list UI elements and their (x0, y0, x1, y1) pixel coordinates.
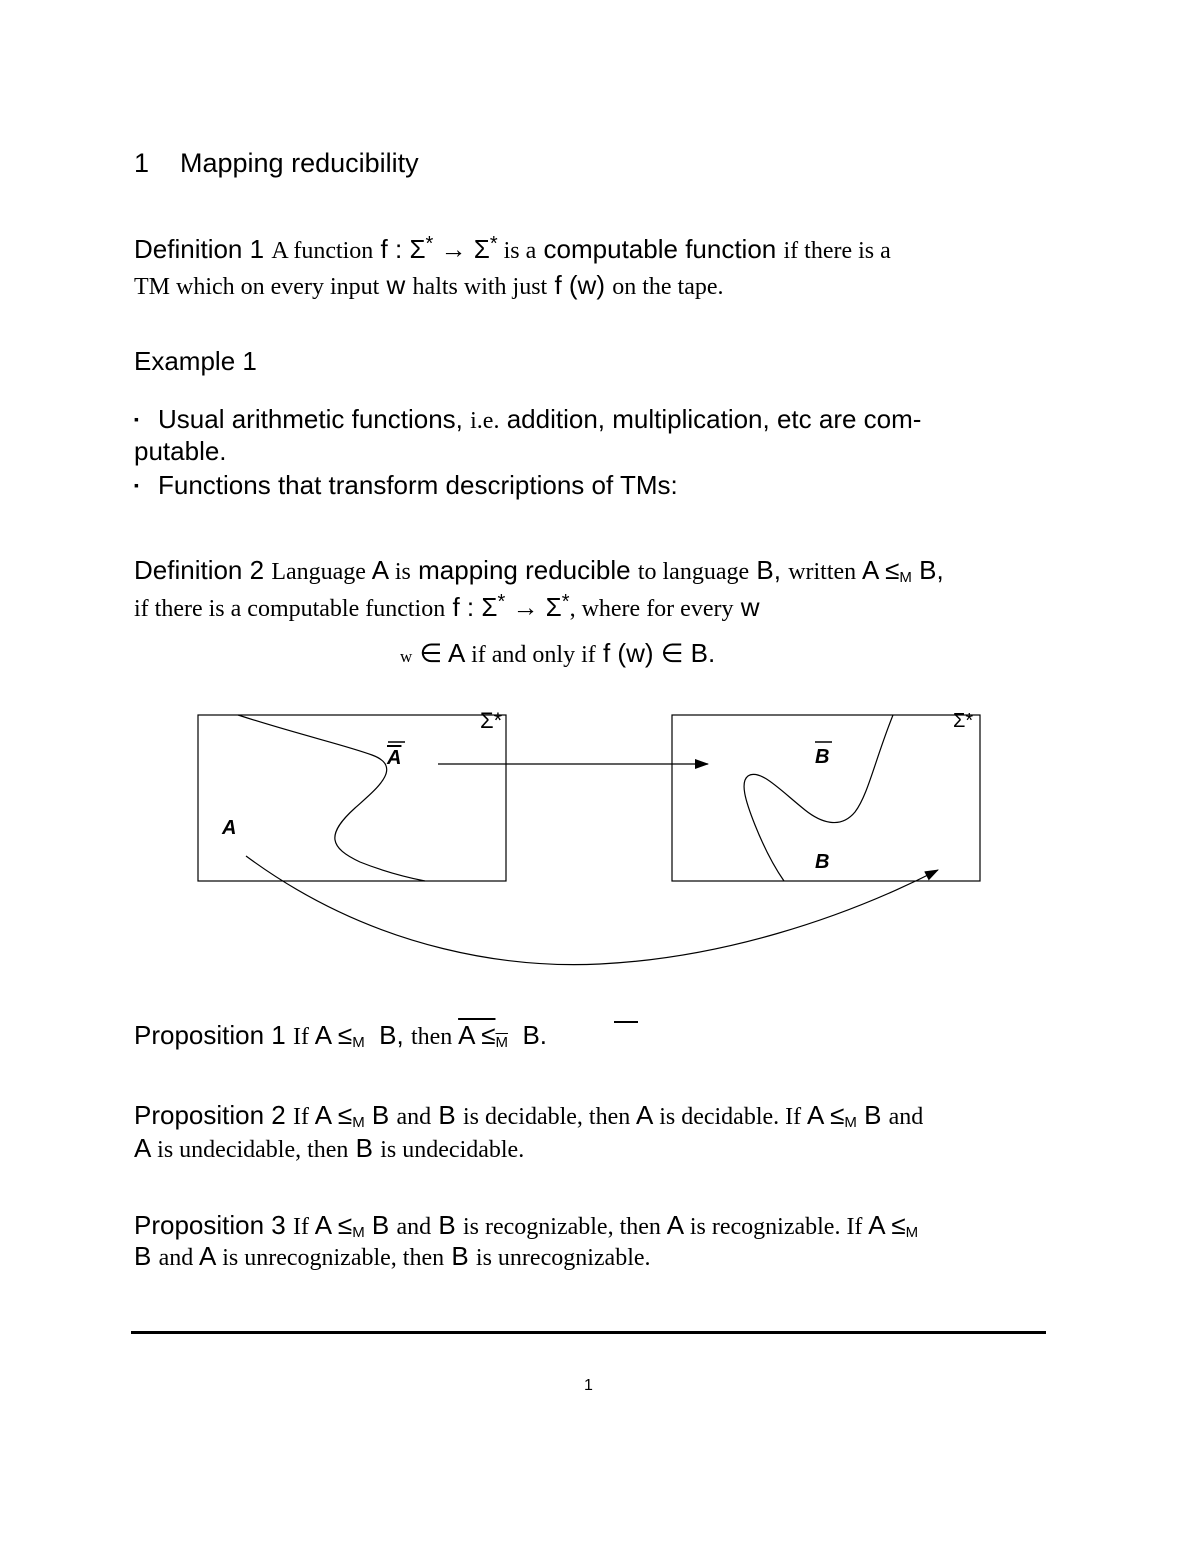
label-a-complement: A (387, 747, 402, 769)
definition-2-text: if and only if (471, 642, 596, 668)
variable-b: B (371, 1210, 390, 1240)
proposition-2-line-1 (134, 1100, 923, 1131)
variable-a: A (636, 1100, 652, 1130)
example-1-label: Example 1 (134, 346, 257, 376)
label-b-complement: B (815, 746, 830, 768)
proposition-text: is recognizable, then (462, 1214, 661, 1240)
definition-2-text: to language (637, 559, 750, 585)
proposition-text: is undecidable, then (157, 1137, 349, 1163)
sigma-star-label-right: Σ* (953, 710, 974, 732)
subscript-m: M (352, 1114, 365, 1131)
proposition-text: is decidable, then (462, 1104, 631, 1130)
label-b: B (815, 851, 830, 873)
definition-1-label: Definition 1 (134, 234, 265, 264)
variable-b: B (438, 1210, 456, 1240)
definition-1-function: f : Σ (380, 234, 426, 264)
definition-1-text: halts with just (412, 274, 548, 300)
subscript-m: M (352, 1224, 365, 1241)
proposition-text: If (293, 1214, 309, 1240)
variable-b-complement: B. (522, 1020, 548, 1050)
proposition-1 (134, 1020, 547, 1051)
sigma-star-box-left (198, 715, 506, 881)
label-a: A (222, 817, 237, 839)
reduction-relation: A ≤ (314, 1100, 353, 1130)
item-text: addition, multiplication, etc are com- (506, 404, 922, 434)
subscript-m: M (352, 1034, 365, 1051)
proposition-text: is decidable. If (659, 1104, 802, 1130)
variable-w: w (740, 592, 760, 622)
proposition-text: is unrecognizable. (475, 1245, 651, 1271)
definition-1-variable-w: w (386, 270, 406, 300)
variable-a: A (666, 1210, 683, 1240)
definition-2-text: is (394, 559, 411, 585)
definition-2-text: if there is a computable function (134, 596, 446, 622)
star-superscript: * (425, 233, 434, 255)
boundary-curve-left (238, 715, 425, 881)
item-text: Usual arithmetic functions, (158, 404, 463, 434)
variable-b: B (451, 1241, 469, 1271)
definition-1-text: on the tape. (612, 274, 724, 300)
variable-w: w (400, 647, 413, 666)
proposition-2-label: Proposition 2 (134, 1100, 286, 1130)
proposition-text: is recognizable. If (689, 1214, 863, 1240)
subscript-m: M (844, 1114, 857, 1131)
proposition-text: and (396, 1104, 432, 1130)
bullet-icon: ▪ (134, 411, 139, 427)
variable-b: B (438, 1100, 456, 1130)
membership-b: f (w) ∈ B. (602, 638, 716, 668)
proposition-3-label: Proposition 3 (134, 1210, 286, 1240)
proposition-3-line-2 (134, 1241, 651, 1272)
proposition-text: If (293, 1104, 309, 1130)
star-superscript: * (561, 591, 570, 613)
item-text: i.e. (470, 408, 500, 434)
definition-2-label: Definition 2 (134, 555, 265, 585)
bullet-icon: ▪ (134, 477, 139, 493)
reduction-relation: A ≤ (861, 555, 900, 585)
variable-b: B, (756, 555, 781, 585)
section-title: Mapping reducibility (180, 148, 419, 178)
reduction-relation: A ≤ (806, 1100, 845, 1130)
star-superscript: * (497, 591, 506, 613)
definition-1-text: TM which on every input (134, 274, 380, 300)
definition-1-fw: f (w) (554, 270, 605, 300)
section-number: 1 (134, 148, 150, 178)
variable-a: A (199, 1241, 215, 1271)
variable-b: B (355, 1133, 374, 1163)
overline-mark (614, 1021, 638, 1023)
proposition-text: is unrecognizable, then (222, 1245, 445, 1271)
footer-rule (131, 1331, 1046, 1334)
example-1-item-1-cont: putable. (134, 436, 227, 466)
variable-b: B (134, 1241, 152, 1271)
variable-a: A (371, 555, 388, 585)
variable-b: B, (919, 555, 944, 585)
proposition-text: and (396, 1214, 432, 1240)
proposition-text: and (888, 1104, 924, 1130)
proposition-2-line-2 (134, 1133, 524, 1164)
proposition-text: then (410, 1024, 453, 1050)
definition-1-text: if there is a (783, 238, 891, 264)
variable-a: A (134, 1133, 150, 1163)
membership-a: ∈ A (419, 638, 464, 668)
definition-2-text: Language (271, 559, 366, 585)
sigma-star-label-left: Σ* (480, 708, 503, 733)
subscript-m: $\overline{M}$ (495, 1034, 508, 1051)
definition-1-text: is a (497, 238, 537, 264)
reduction-relation: A ≤ (868, 1210, 906, 1240)
definition-2-function: f : Σ (452, 592, 498, 622)
variable-b: B (864, 1100, 882, 1130)
proposition-text: is undecidable. (380, 1137, 525, 1163)
star-superscript: * (489, 233, 498, 255)
definition-2-term: mapping reducible (418, 555, 631, 585)
reduction-relation: A ≤ (314, 1210, 353, 1240)
proposition-text: and (158, 1245, 194, 1271)
definition-1-text: A function (271, 238, 374, 264)
reduction-relation: A ≤ (314, 1020, 353, 1050)
variable-b: B, (379, 1020, 404, 1050)
subscript-m: M (899, 569, 912, 586)
arrow-a-to-b (246, 856, 938, 965)
definition-2-text: written (788, 559, 857, 585)
proposition-3-line-1 (134, 1210, 918, 1241)
subscript-m: M (905, 1224, 919, 1241)
variable-b: B (371, 1100, 390, 1130)
page-number: 1 (584, 1377, 593, 1394)
proposition-text: If (293, 1024, 309, 1050)
reduction-relation-complement: A ≤ (458, 1020, 496, 1050)
proposition-1-label: Proposition 1 (134, 1020, 286, 1050)
definition-2-arrow: → Σ (505, 592, 562, 622)
definition-1-term: computable function (543, 234, 777, 264)
definition-1-arrow: → Σ (433, 234, 490, 264)
definition-2-text: , where for every (569, 596, 734, 622)
item-text: Functions that transform descriptions of TMs: (158, 470, 678, 500)
